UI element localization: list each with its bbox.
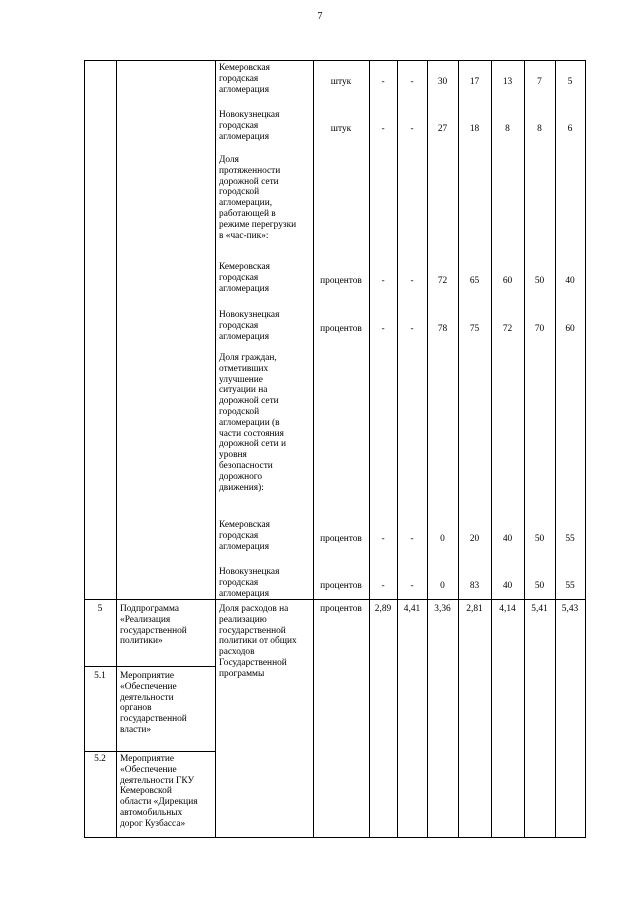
- row-number: 5: [97, 604, 103, 614]
- column-divider: [313, 60, 314, 838]
- value-cell: 50: [534, 275, 545, 286]
- column-divider: [215, 60, 216, 838]
- indicator-name: Кемеровская городская агломерация: [219, 262, 270, 294]
- program-name: Подпрограмма «Реализация государственной политики»: [120, 604, 187, 647]
- value-cell: -: [381, 123, 385, 134]
- value-cell: 17: [469, 76, 480, 87]
- indicator-name: Кемеровская городская агломерация: [219, 63, 270, 95]
- value-cell: 60: [502, 275, 513, 286]
- value-cell: 4,41: [403, 604, 421, 614]
- column-divider: [397, 60, 398, 838]
- indicator-name: Новокузнецкая городская агломерация: [219, 567, 280, 599]
- value-cell: 70: [534, 323, 545, 334]
- row-divider: [84, 666, 215, 667]
- value-cell: 27: [437, 123, 448, 134]
- value-cell: 65: [469, 275, 480, 286]
- value-cell: -: [410, 275, 414, 286]
- value-cell: 83: [469, 580, 480, 591]
- unit-cell: процентов: [320, 533, 362, 544]
- indicator-name: Доля граждан, отметивших улучшение ситуации на дорожной сети городской агломерации (в части состояния дорожной сети и уровня безопасности дорожного движения):: [219, 353, 287, 493]
- table-bottom-border: [84, 837, 585, 838]
- value-cell: 30: [437, 76, 448, 87]
- value-cell: 75: [469, 323, 480, 334]
- unit-cell: процентов: [320, 275, 362, 286]
- column-divider: [458, 60, 459, 838]
- value-cell: 0: [440, 533, 445, 544]
- value-cell: 8: [505, 123, 510, 134]
- value-cell: 40: [502, 533, 513, 544]
- value-cell: 50: [534, 580, 545, 591]
- row-number: 5.2: [94, 754, 106, 764]
- table-outer-border: [84, 60, 85, 838]
- column-divider: [491, 60, 492, 838]
- value-cell: -: [381, 580, 385, 591]
- unit-cell: штук: [330, 123, 352, 134]
- value-cell: -: [381, 323, 385, 334]
- value-cell: 5,41: [531, 604, 548, 614]
- value-cell: 72: [437, 275, 448, 286]
- value-cell: -: [381, 533, 385, 544]
- row-divider: [84, 751, 215, 752]
- column-divider: [369, 60, 370, 838]
- value-cell: 4,14: [499, 604, 516, 614]
- program-name: Мероприятие «Обеспечение деятельности органов государственной власти»: [120, 671, 187, 735]
- indicator-name: Доля протяженности дорожной сети городской агломерации, работающей в режиме перегрузки в «час-пик»:: [219, 155, 297, 241]
- column-divider: [116, 60, 117, 838]
- value-cell: 6: [567, 123, 573, 134]
- value-cell: 50: [534, 533, 545, 544]
- value-cell: 78: [437, 323, 448, 334]
- value-cell: 8: [537, 123, 542, 134]
- row-number: 5.1: [94, 671, 106, 681]
- value-cell: 5: [567, 76, 573, 87]
- value-cell: 13: [502, 76, 513, 87]
- column-divider: [524, 60, 525, 838]
- value-cell: 2,89: [374, 604, 392, 614]
- value-cell: 18: [469, 123, 480, 134]
- unit-cell: процентов: [320, 580, 362, 591]
- value-cell: -: [410, 323, 414, 334]
- value-cell: 20: [469, 533, 480, 544]
- value-cell: -: [381, 76, 385, 87]
- indicator-name: Новокузнецкая городская агломерация: [219, 310, 280, 342]
- indicator-name: Новокузнецкая городская агломерация: [219, 110, 280, 142]
- program-name: Мероприятие «Обеспечение деятельности ГКУ Кемеровской области «Дирекция автомобильных дорог Кузбасса»: [120, 754, 198, 829]
- value-cell: 40: [502, 580, 513, 591]
- value-cell: -: [410, 123, 414, 134]
- column-divider: [555, 60, 556, 838]
- value-cell: 55: [565, 580, 575, 591]
- value-cell: -: [410, 580, 414, 591]
- value-cell: -: [410, 533, 414, 544]
- value-cell: -: [381, 275, 385, 286]
- unit-cell: штук: [330, 76, 352, 87]
- value-cell: 72: [502, 323, 513, 334]
- page-number: 7: [317, 11, 323, 22]
- value-cell: 3,36: [434, 604, 451, 614]
- table-outer-border: [585, 60, 586, 838]
- value-cell: 60: [565, 323, 575, 334]
- value-cell: 40: [565, 275, 575, 286]
- value-cell: 55: [565, 533, 575, 544]
- indicator-name: Доля расходов на реализацию государственной политики от общих расходов Государственной программы: [219, 604, 297, 679]
- column-divider: [427, 60, 428, 838]
- unit-cell: процентов: [320, 323, 362, 334]
- table-top-border: [84, 60, 585, 61]
- indicator-name: Кемеровская городская агломерация: [219, 520, 270, 552]
- row-divider: [84, 599, 585, 600]
- value-cell: 2,81: [466, 604, 483, 614]
- value-cell: 5,43: [561, 604, 579, 614]
- value-cell: 7: [537, 76, 542, 87]
- value-cell: 0: [440, 580, 445, 591]
- value-cell: -: [410, 76, 414, 87]
- unit-cell: процентов: [320, 604, 362, 614]
